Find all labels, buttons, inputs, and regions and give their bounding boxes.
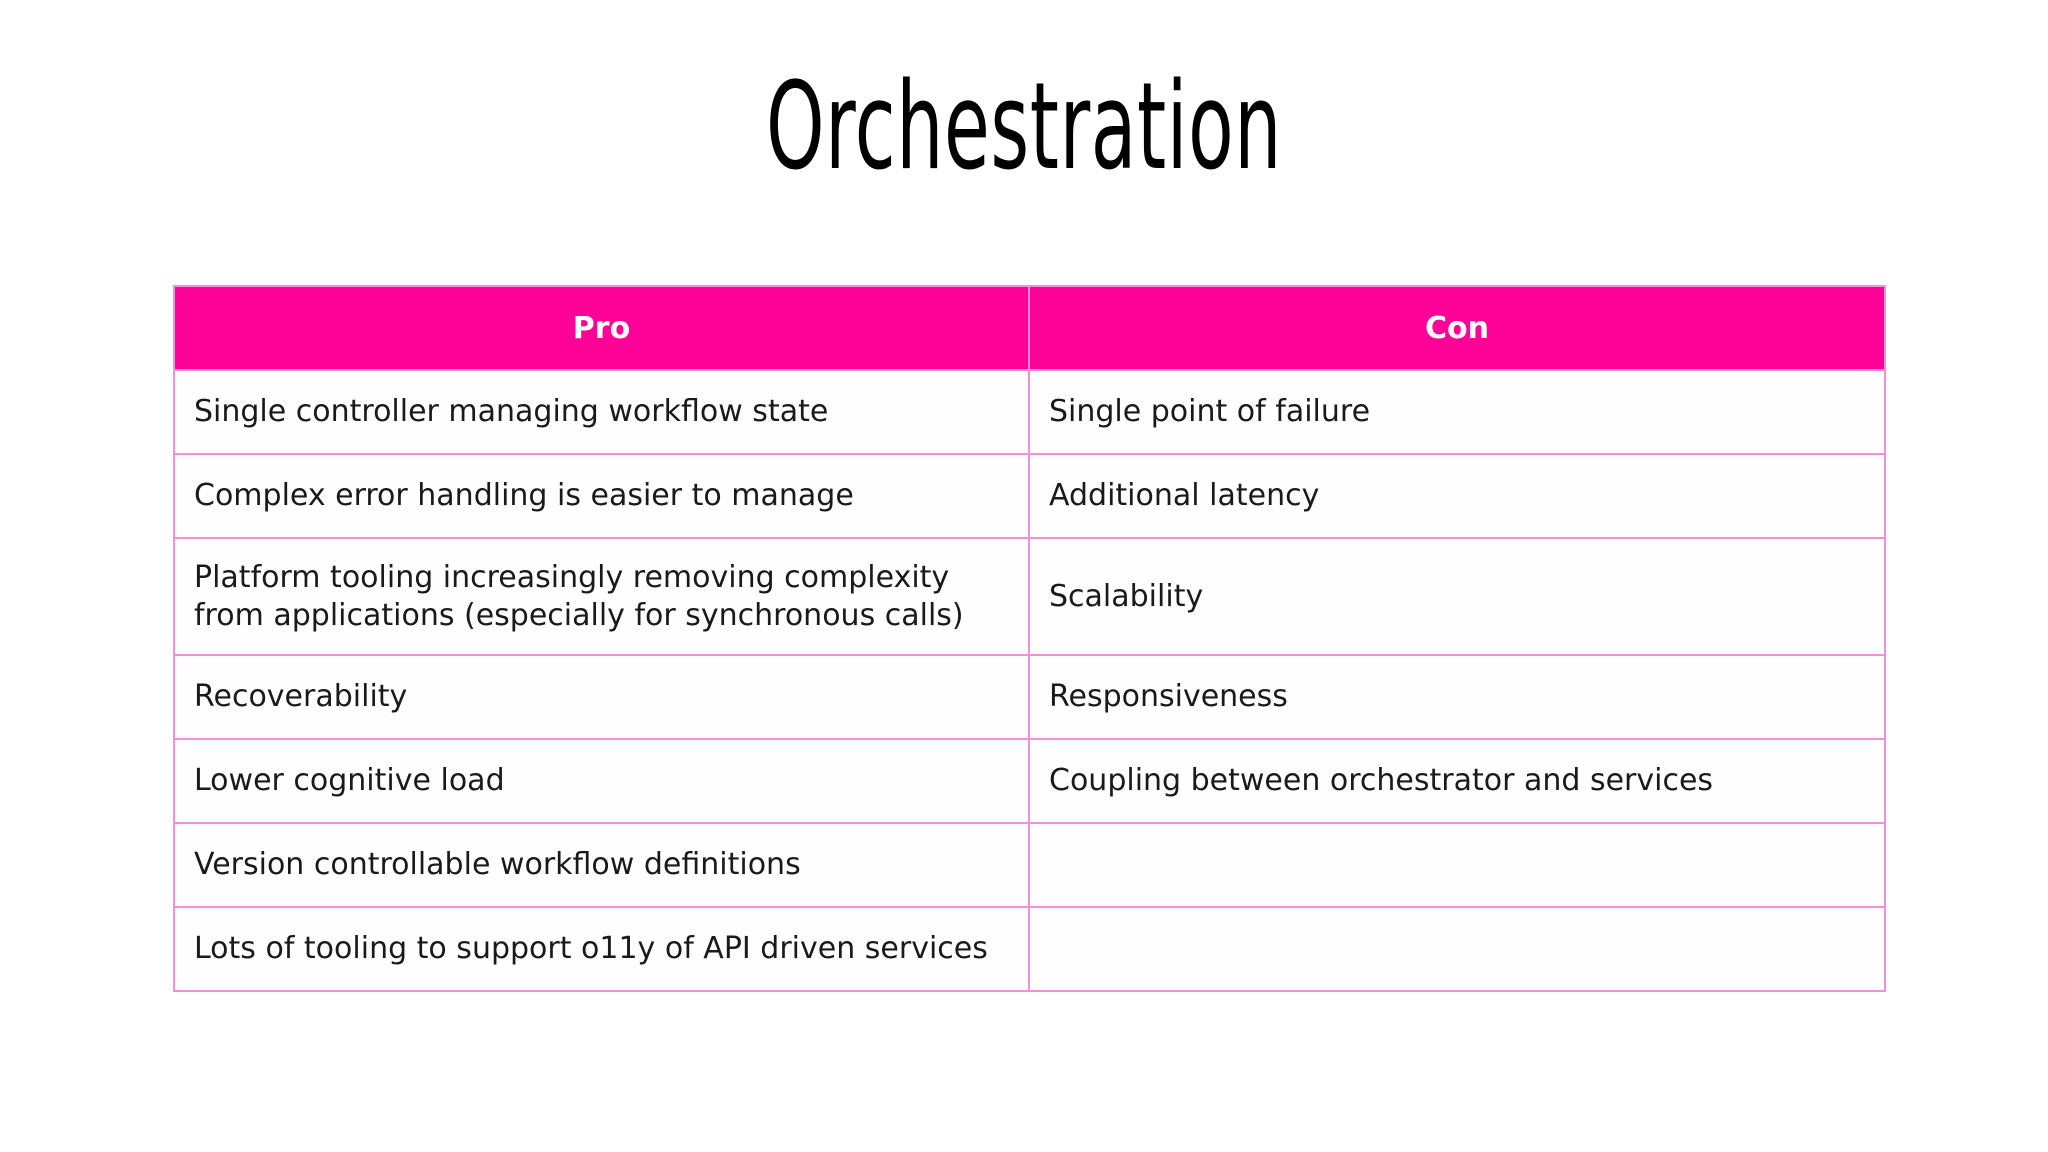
table-row [174, 538, 1885, 655]
con-cell: Responsiveness [1029, 655, 1885, 739]
pro-cell: Single controller managing workflow state [174, 370, 1029, 454]
table-row [174, 907, 1885, 991]
con-cell [1029, 823, 1885, 907]
table-row [174, 739, 1885, 823]
pros-cons-table-container [173, 285, 1884, 992]
pro-cell: Version controllable workflow definitions [174, 823, 1029, 907]
header-pro: Pro [174, 286, 1029, 370]
pro-cell: Complex error handling is easier to manage [174, 454, 1029, 538]
con-cell [1029, 907, 1885, 991]
table-row [174, 823, 1885, 907]
table-header-row [174, 286, 1885, 370]
table-row [174, 454, 1885, 538]
table-row [174, 655, 1885, 739]
pros-cons-table [173, 285, 1886, 992]
pro-cell: Recoverability [174, 655, 1029, 739]
slide-title: Orchestration [765, 58, 1283, 197]
con-cell: Scalability [1029, 538, 1885, 655]
table-row [174, 370, 1885, 454]
con-cell: Single point of failure [1029, 370, 1885, 454]
pro-cell: Platform tooling increasingly removing complexity from applications (especially for synchronous calls) [174, 538, 1029, 655]
con-cell: Coupling between orchestrator and services [1029, 739, 1885, 823]
pro-cell: Lots of tooling to support o11y of API driven services [174, 907, 1029, 991]
pro-cell: Lower cognitive load [174, 739, 1029, 823]
header-con: Con [1029, 286, 1885, 370]
con-cell: Additional latency [1029, 454, 1885, 538]
